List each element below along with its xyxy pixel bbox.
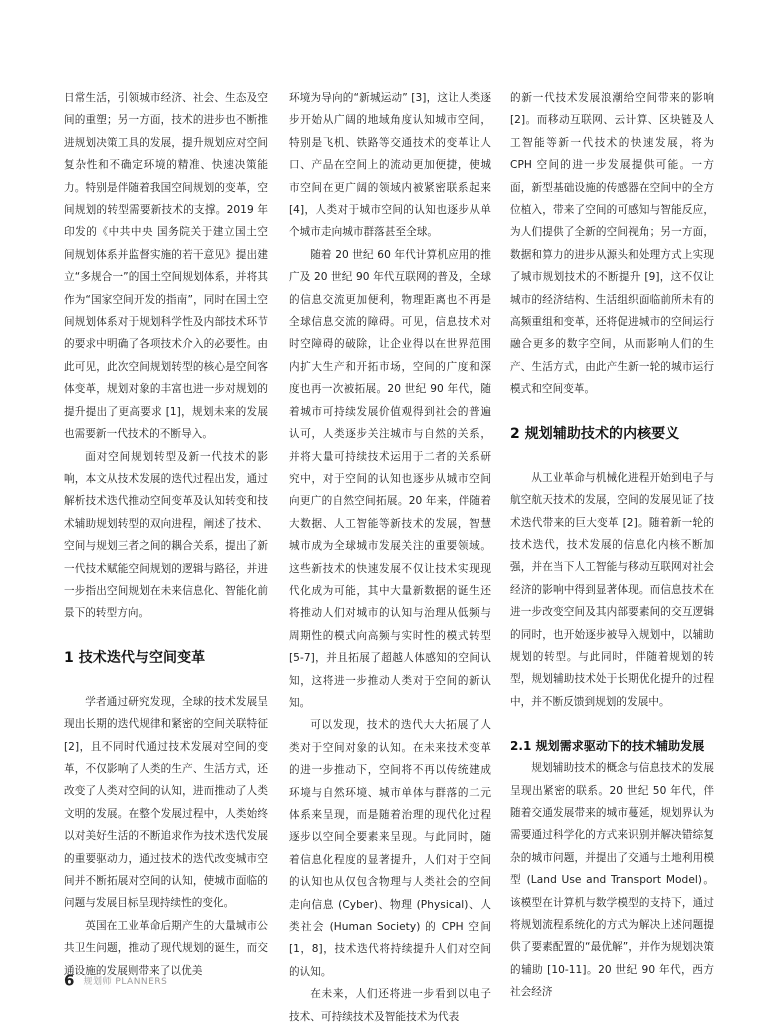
paragraph: 学者通过研究发现，全球的技术发展呈现出长期的迭代规律和紧密的空间关联特征 [2]，且不同时代通过技术发展对空间的变革，不仅影响了人类的生产、生活方式，还改变了人类对空间的认知，进而推动了人类文明的发展。在整个发展过程中，人类始终以对美好生活的不断追求作为技术迭代发展的重要驱动力，通过技术的迭代改变城市空间并不断拓展对空间的认知，使城市面临的问题与发展目标呈现持续性的变化。 [64, 695, 268, 910]
text-column-right [510, 87, 714, 1004]
page-footer [64, 970, 167, 990]
text-column-middle [289, 87, 491, 1028]
paragraph: 英国在工业革命后期产生的大量城市公共卫生问题，推动了现代规划的诞生，而交通设施的发展则带来了以优美 [64, 919, 268, 977]
paragraph: 日常生活，引领城市经济、社会、生态及空间的重塑；另一方面，技术的进步也不断推进规划决策工具的发展，提升规划应对空间复杂性和不确定环境的精准、快速决策能力。特别是伴随着我国空间规划的变革，空间规划的转型需要新技术的支撑。2019 年印发的《中共中央 国务院关于建立国土空间规划体系并监督实施的若干意见》提出建立“多规合一”的国土空间规划体系，并将其作为“国家空间开发的指南”，同时在国土空间规划体系对于规划科学性及内部技术环节的要求中明确了各项技术介入的必要性。由此可见，此次空间规划转型的核心是空间客体变革，规划对象的丰富也进一步对规划的提升提出了更高要求 [1]，规划未来的发展也需要新一代技术的不断导入。 [64, 92, 268, 441]
page-number: 6 [64, 971, 75, 990]
subsection-heading-2-1: 2.1 规划需求驱动下的技术辅助发展 [510, 739, 705, 754]
section-heading-1: 1 技术迭代与空间变革 [64, 649, 206, 666]
paragraph: 面对空间规划转型及新一代技术的影响，本文从技术发展的迭代过程出发，通过解析技术迭代推动空间变革及认知转变和技术辅助规划转型的双向进程，阐述了技术、空间与规划三者之间的耦合关系，提出了新一代技术赋能空间规划的逻辑与路径，并进一步指出空间规划在未来信息化、智能化前景下的转型方向。 [64, 450, 268, 620]
paragraph: 环境为导向的“新城运动” [3]，这让人类逐步开始从广阔的地域角度认知城市空间，特别是飞机、铁路等交通技术的变革让人口、产品在空间上的流动更加便捷，使城市空间在更广阔的领域内被紧密联系起来 [4]，人类对于城市空间的认知也逐步从单个城市走向城市群落甚至全球。 [289, 92, 491, 239]
paragraph: 从工业革命与机械化进程开始到电子与航空航天技术的发展，空间的发展见证了技术迭代带来的巨大变革 [2]。随着新一轮的技术迭代，技术发展的信息化内核不断加强，并在当下人工智能与移动互联网对社会经济的影响中得到显著体现。而信息技术在进一步改变空间及其内部要素间的交互逻辑的同时，也开始逐步被导入规划中，以辅助规划的转型。与此同时，伴随着规划的转型，规划辅助技术处于长期优化提升的过程中，并不断反馈到规划的发展中。 [510, 471, 714, 708]
paragraph: 规划辅助技术的概念与信息技术的发展呈现出紧密的联系。20 世纪 50 年代，伴随着交通发展带来的城市蔓延，规划界认为需要通过科学化的方式来识别并解决错综复杂的城市问题，并提出了交通与土地利用模型 (Land Use and Transport Model)。该模型在计算机与数学模型的支持下，通过将规划流程系统化的方式为解决上述问题提供了要素配置的“最优解”，并作为规划决策的辅助 [10-11]。20 世纪 90 年代，西方社会经济 [510, 762, 714, 999]
text-column-left [64, 87, 268, 982]
paragraph: 的新一代技术发展浪潮给空间带来的影响 [2]。而移动互联网、云计算、区块链及人工智能等新一代技术的快速发展，将为 CPH 空间的进一步发展提供可能。一方面，新型基础设施的传感器在空间中的全方位植入，带来了空间的可感知与智能反应，为人们提供了全新的空间视角；另一方面，数据和算力的进步从源头和处理方式上实现了城市规划技术的不断提升 [9]，这不仅让城市的经济结构、生活组织面临前所未有的高频重组和变革，还将促进城市的空间运行融合更多的数字空间，从而影响人们的生产、生活方式，由此产生新一轮的城市运行模式和空间变革。 [510, 92, 714, 396]
paragraph: 随着 20 世纪 60 年代计算机应用的推广及 20 世纪 90 年代互联网的普及，全球的信息交流更加便利，物理距离也不再是全球信息交流的障碍。可见，信息技术对时空障碍的破除，让企业得以在世界范围内扩大生产和开拓市场，空间的广度和深度也再一次被拓展。20 世纪 90 年代，随着城市可持续发展价值观得到社会的普遍认可，人类逐步关注城市与自然的关系，并将大量可持续技术运用于二者的关系研究中，对于空间的认知也逐步从城市空间向更广的自然空间拓展。20 年来，伴随着大数据、人工智能等新技术的发展，智慧城市成为全球城市发展关注的重要领域。这些新技术的快速发展不仅让技术实现现代化成为可能，其中大量新数据的诞生还将推动人们对城市的认知与治理从低频与周期性的模式向高频与实时性的模式转型 [5-7]，并且拓展了超越人体感知的空间认知，这将进一步推动人类对于空间的新认知。 [289, 248, 491, 709]
journal-name: 规划师 PLANNERS [83, 977, 168, 987]
paragraph: 在未来，人们还将进一步看到以电子技术、可持续技术及智能技术为代表 [289, 988, 491, 1023]
section-heading-2: 2 规划辅助技术的内核要义 [510, 425, 680, 442]
paragraph: 可以发现，技术的迭代大大拓展了人类对于空间对象的认知。在未来技术变革的进一步推动下，空间将不再以传统建成环境与自然环境、城市单体与群落的二元体系来呈现，而是随着治理的现代化过程逐步以空间全要素来呈现。与此同时，随着信息化程度的显著提升，人们对于空间的认知也从仅包含物理与人类社会的空间走向信息 (Cyber)、物理 (Physical)、人类社会 (Human Society) 的 CPH 空间 [1，8]，技术迭代将持续提升人们对空间的认知。 [289, 719, 491, 978]
